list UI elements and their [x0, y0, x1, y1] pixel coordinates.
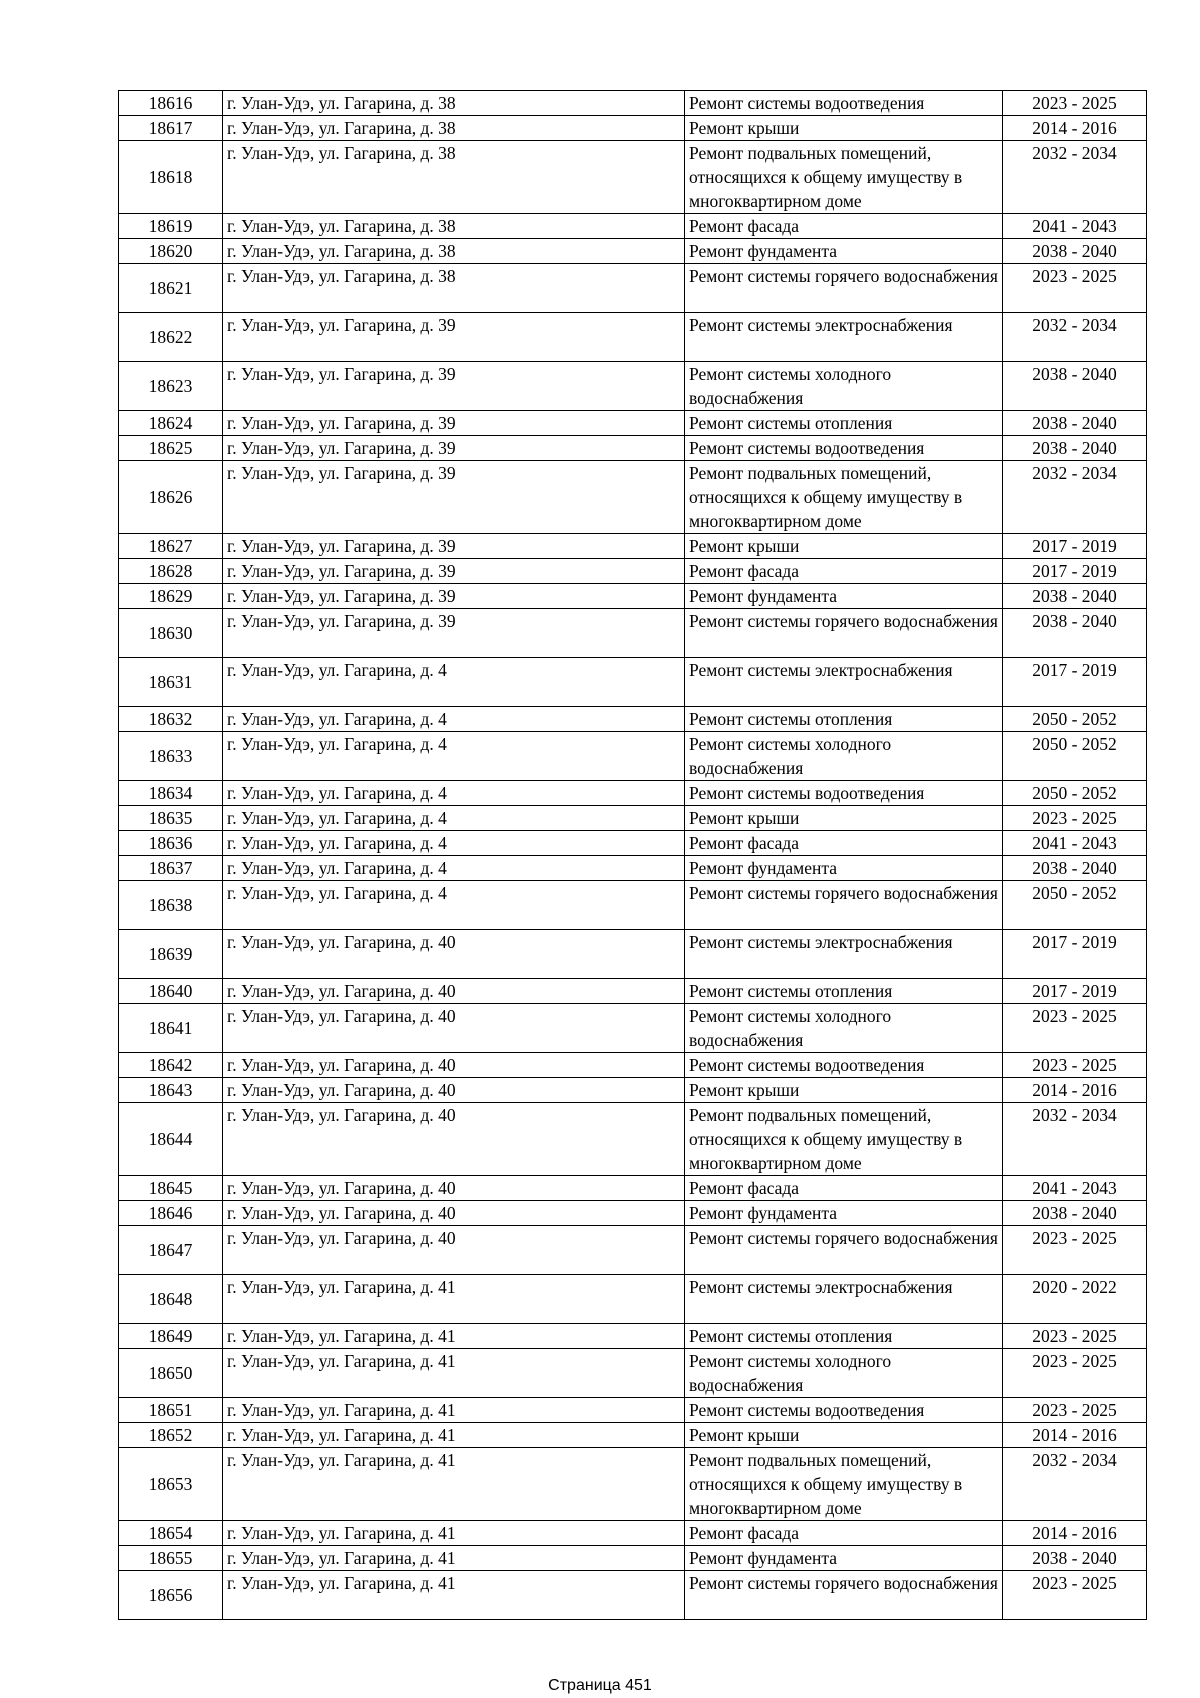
address-cell: г. Улан-Удэ, ул. Гагарина, д. 40: [223, 1201, 685, 1226]
row-number-cell: 18656: [119, 1571, 223, 1620]
address-cell: г. Улан-Удэ, ул. Гагарина, д. 39: [223, 609, 685, 658]
address-cell: г. Улан-Удэ, ул. Гагарина, д. 40: [223, 1004, 685, 1053]
address-cell: г. Улан-Удэ, ул. Гагарина, д. 41: [223, 1398, 685, 1423]
table-row: [119, 881, 1147, 930]
address-cell: г. Улан-Удэ, ул. Гагарина, д. 41: [223, 1423, 685, 1448]
address-cell: г. Улан-Удэ, ул. Гагарина, д. 41: [223, 1521, 685, 1546]
period-cell: 2038 - 2040: [1003, 411, 1147, 436]
row-number-cell: 18651: [119, 1398, 223, 1423]
address-cell: г. Улан-Удэ, ул. Гагарина, д. 39: [223, 584, 685, 609]
period-cell: 2017 - 2019: [1003, 658, 1147, 707]
work-type-cell: Ремонт крыши: [685, 1078, 1003, 1103]
row-number-cell: 18622: [119, 313, 223, 362]
work-type-cell: Ремонт крыши: [685, 534, 1003, 559]
table-row: [119, 1103, 1147, 1176]
period-cell: 2020 - 2022: [1003, 1275, 1147, 1324]
work-type-cell: Ремонт системы горячего водоснабжения: [685, 609, 1003, 658]
row-number-cell: 18621: [119, 264, 223, 313]
period-cell: 2038 - 2040: [1003, 1201, 1147, 1226]
period-cell: 2032 - 2034: [1003, 141, 1147, 214]
row-number-cell: 18653: [119, 1448, 223, 1521]
table-row: [119, 806, 1147, 831]
work-type-cell: Ремонт системы водоотведения: [685, 1398, 1003, 1423]
work-type-cell: Ремонт фасада: [685, 214, 1003, 239]
address-cell: г. Улан-Удэ, ул. Гагарина, д. 38: [223, 141, 685, 214]
table-row: [119, 239, 1147, 264]
address-cell: г. Улан-Удэ, ул. Гагарина, д. 38: [223, 91, 685, 116]
row-number-cell: 18630: [119, 609, 223, 658]
work-type-cell: Ремонт системы горячего водоснабжения: [685, 881, 1003, 930]
period-cell: 2041 - 2043: [1003, 214, 1147, 239]
work-type-cell: Ремонт крыши: [685, 116, 1003, 141]
address-cell: г. Улан-Удэ, ул. Гагарина, д. 39: [223, 461, 685, 534]
work-type-cell: Ремонт системы холодного водоснабжения: [685, 362, 1003, 411]
period-cell: 2023 - 2025: [1003, 1053, 1147, 1078]
row-number-cell: 18619: [119, 214, 223, 239]
row-number-cell: 18638: [119, 881, 223, 930]
address-cell: г. Улан-Удэ, ул. Гагарина, д. 39: [223, 313, 685, 362]
address-cell: г. Улан-Удэ, ул. Гагарина, д. 4: [223, 881, 685, 930]
row-number-cell: 18618: [119, 141, 223, 214]
row-number-cell: 18627: [119, 534, 223, 559]
row-number-cell: 18632: [119, 707, 223, 732]
table-row: [119, 1176, 1147, 1201]
work-type-cell: Ремонт системы отопления: [685, 707, 1003, 732]
table-row: [119, 856, 1147, 881]
table-row: [119, 411, 1147, 436]
work-type-cell: Ремонт системы холодного водоснабжения: [685, 1004, 1003, 1053]
period-cell: 2032 - 2034: [1003, 313, 1147, 362]
work-type-cell: Ремонт системы водоотведения: [685, 436, 1003, 461]
table-row: [119, 116, 1147, 141]
row-number-cell: 18643: [119, 1078, 223, 1103]
work-type-cell: Ремонт системы электроснабжения: [685, 1275, 1003, 1324]
period-cell: 2017 - 2019: [1003, 559, 1147, 584]
table-row: [119, 1398, 1147, 1423]
address-cell: г. Улан-Удэ, ул. Гагарина, д. 39: [223, 411, 685, 436]
table-row: [119, 91, 1147, 116]
row-number-cell: 18639: [119, 930, 223, 979]
work-type-cell: Ремонт системы холодного водоснабжения: [685, 1349, 1003, 1398]
row-number-cell: 18631: [119, 658, 223, 707]
work-type-cell: Ремонт системы электроснабжения: [685, 658, 1003, 707]
work-type-cell: Ремонт фундамента: [685, 856, 1003, 881]
row-number-cell: 18629: [119, 584, 223, 609]
table-row: [119, 141, 1147, 214]
table-row: [119, 1571, 1147, 1620]
period-cell: 2023 - 2025: [1003, 1571, 1147, 1620]
row-number-cell: 18624: [119, 411, 223, 436]
period-cell: 2038 - 2040: [1003, 609, 1147, 658]
row-number-cell: 18644: [119, 1103, 223, 1176]
work-type-cell: Ремонт фундамента: [685, 1546, 1003, 1571]
work-type-cell: Ремонт системы водоотведения: [685, 781, 1003, 806]
address-cell: г. Улан-Удэ, ул. Гагарина, д. 41: [223, 1324, 685, 1349]
work-type-cell: Ремонт фундамента: [685, 1201, 1003, 1226]
period-cell: 2023 - 2025: [1003, 1349, 1147, 1398]
work-type-cell: Ремонт системы водоотведения: [685, 91, 1003, 116]
period-cell: 2038 - 2040: [1003, 436, 1147, 461]
work-type-cell: Ремонт системы водоотведения: [685, 1053, 1003, 1078]
period-cell: 2017 - 2019: [1003, 930, 1147, 979]
row-number-cell: 18623: [119, 362, 223, 411]
row-number-cell: 18642: [119, 1053, 223, 1078]
address-cell: г. Улан-Удэ, ул. Гагарина, д. 40: [223, 1103, 685, 1176]
table-row: [119, 781, 1147, 806]
table-row: [119, 732, 1147, 781]
table-row: [119, 1226, 1147, 1275]
table-row: [119, 313, 1147, 362]
table-row: [119, 1546, 1147, 1571]
row-number-cell: 18616: [119, 91, 223, 116]
period-cell: 2041 - 2043: [1003, 1176, 1147, 1201]
period-cell: 2038 - 2040: [1003, 1546, 1147, 1571]
table-row: [119, 1201, 1147, 1226]
work-type-cell: Ремонт фасада: [685, 831, 1003, 856]
period-cell: 2014 - 2016: [1003, 1521, 1147, 1546]
address-cell: г. Улан-Удэ, ул. Гагарина, д. 41: [223, 1448, 685, 1521]
row-number-cell: 18634: [119, 781, 223, 806]
work-type-cell: Ремонт системы отопления: [685, 411, 1003, 436]
work-type-cell: Ремонт подвальных помещений, относящихся к общему имуществу в многоквартирном доме: [685, 141, 1003, 214]
period-cell: 2023 - 2025: [1003, 1226, 1147, 1275]
period-cell: 2032 - 2034: [1003, 461, 1147, 534]
row-number-cell: 18635: [119, 806, 223, 831]
address-cell: г. Улан-Удэ, ул. Гагарина, д. 40: [223, 1176, 685, 1201]
period-cell: 2038 - 2040: [1003, 856, 1147, 881]
row-number-cell: 18641: [119, 1004, 223, 1053]
row-number-cell: 18650: [119, 1349, 223, 1398]
period-cell: 2050 - 2052: [1003, 781, 1147, 806]
table-row: [119, 534, 1147, 559]
page-number: Страница 451: [548, 1677, 652, 1694]
work-type-cell: Ремонт системы горячего водоснабжения: [685, 1571, 1003, 1620]
table-row: [119, 1349, 1147, 1398]
period-cell: 2041 - 2043: [1003, 831, 1147, 856]
address-cell: г. Улан-Удэ, ул. Гагарина, д. 40: [223, 979, 685, 1004]
work-type-cell: Ремонт системы отопления: [685, 1324, 1003, 1349]
address-cell: г. Улан-Удэ, ул. Гагарина, д. 41: [223, 1546, 685, 1571]
period-cell: 2050 - 2052: [1003, 732, 1147, 781]
work-type-cell: Ремонт системы электроснабжения: [685, 313, 1003, 362]
row-number-cell: 18628: [119, 559, 223, 584]
repair-schedule-table: [118, 90, 1147, 1620]
work-type-cell: Ремонт крыши: [685, 1423, 1003, 1448]
table-row: [119, 1053, 1147, 1078]
period-cell: 2023 - 2025: [1003, 1324, 1147, 1349]
row-number-cell: 18626: [119, 461, 223, 534]
table-body: [119, 91, 1147, 1620]
period-cell: 2017 - 2019: [1003, 534, 1147, 559]
address-cell: г. Улан-Удэ, ул. Гагарина, д. 38: [223, 116, 685, 141]
address-cell: г. Улан-Удэ, ул. Гагарина, д. 41: [223, 1275, 685, 1324]
period-cell: 2032 - 2034: [1003, 1103, 1147, 1176]
period-cell: 2050 - 2052: [1003, 881, 1147, 930]
work-type-cell: Ремонт подвальных помещений, относящихся к общему имуществу в многоквартирном доме: [685, 1448, 1003, 1521]
table-row: [119, 1275, 1147, 1324]
work-type-cell: Ремонт системы горячего водоснабжения: [685, 264, 1003, 313]
address-cell: г. Улан-Удэ, ул. Гагарина, д. 4: [223, 707, 685, 732]
table-row: [119, 559, 1147, 584]
address-cell: г. Улан-Удэ, ул. Гагарина, д. 38: [223, 214, 685, 239]
table-row: [119, 831, 1147, 856]
work-type-cell: Ремонт фундамента: [685, 239, 1003, 264]
address-cell: г. Улан-Удэ, ул. Гагарина, д. 40: [223, 1053, 685, 1078]
table-row: [119, 1004, 1147, 1053]
work-type-cell: Ремонт системы горячего водоснабжения: [685, 1226, 1003, 1275]
row-number-cell: 18636: [119, 831, 223, 856]
period-cell: 2050 - 2052: [1003, 707, 1147, 732]
address-cell: г. Улан-Удэ, ул. Гагарина, д. 41: [223, 1571, 685, 1620]
table-row: [119, 362, 1147, 411]
work-type-cell: Ремонт фундамента: [685, 584, 1003, 609]
row-number-cell: 18645: [119, 1176, 223, 1201]
period-cell: 2014 - 2016: [1003, 1423, 1147, 1448]
period-cell: 2023 - 2025: [1003, 1004, 1147, 1053]
row-number-cell: 18654: [119, 1521, 223, 1546]
table-row: [119, 1448, 1147, 1521]
row-number-cell: 18647: [119, 1226, 223, 1275]
address-cell: г. Улан-Удэ, ул. Гагарина, д. 39: [223, 362, 685, 411]
address-cell: г. Улан-Удэ, ул. Гагарина, д. 38: [223, 264, 685, 313]
address-cell: г. Улан-Удэ, ул. Гагарина, д. 4: [223, 806, 685, 831]
table-row: [119, 584, 1147, 609]
table-row: [119, 1078, 1147, 1103]
work-type-cell: Ремонт крыши: [685, 806, 1003, 831]
table-row: [119, 1324, 1147, 1349]
work-type-cell: Ремонт фасада: [685, 1521, 1003, 1546]
row-number-cell: 18649: [119, 1324, 223, 1349]
table-row: [119, 930, 1147, 979]
period-cell: 2014 - 2016: [1003, 1078, 1147, 1103]
address-cell: г. Улан-Удэ, ул. Гагарина, д. 40: [223, 930, 685, 979]
table-row: [119, 436, 1147, 461]
period-cell: 2038 - 2040: [1003, 584, 1147, 609]
row-number-cell: 18637: [119, 856, 223, 881]
period-cell: 2023 - 2025: [1003, 91, 1147, 116]
row-number-cell: 18652: [119, 1423, 223, 1448]
work-type-cell: Ремонт системы электроснабжения: [685, 930, 1003, 979]
address-cell: г. Улан-Удэ, ул. Гагарина, д. 4: [223, 831, 685, 856]
row-number-cell: 18625: [119, 436, 223, 461]
table-row: [119, 1521, 1147, 1546]
address-cell: г. Улан-Удэ, ул. Гагарина, д. 39: [223, 534, 685, 559]
table-row: [119, 214, 1147, 239]
table-row: [119, 461, 1147, 534]
row-number-cell: 18655: [119, 1546, 223, 1571]
table-row: [119, 707, 1147, 732]
address-cell: г. Улан-Удэ, ул. Гагарина, д. 4: [223, 781, 685, 806]
table-row: [119, 264, 1147, 313]
period-cell: 2023 - 2025: [1003, 264, 1147, 313]
work-type-cell: Ремонт фасада: [685, 559, 1003, 584]
table-row: [119, 1423, 1147, 1448]
period-cell: 2038 - 2040: [1003, 362, 1147, 411]
row-number-cell: 18648: [119, 1275, 223, 1324]
row-number-cell: 18617: [119, 116, 223, 141]
period-cell: 2023 - 2025: [1003, 1398, 1147, 1423]
work-type-cell: Ремонт системы отопления: [685, 979, 1003, 1004]
address-cell: г. Улан-Удэ, ул. Гагарина, д. 39: [223, 559, 685, 584]
period-cell: 2038 - 2040: [1003, 239, 1147, 264]
period-cell: 2017 - 2019: [1003, 979, 1147, 1004]
address-cell: г. Улан-Удэ, ул. Гагарина, д. 40: [223, 1226, 685, 1275]
address-cell: г. Улан-Удэ, ул. Гагарина, д. 4: [223, 732, 685, 781]
address-cell: г. Улан-Удэ, ул. Гагарина, д. 4: [223, 658, 685, 707]
address-cell: г. Улан-Удэ, ул. Гагарина, д. 41: [223, 1349, 685, 1398]
work-type-cell: Ремонт подвальных помещений, относящихся к общему имуществу в многоквартирном доме: [685, 461, 1003, 534]
address-cell: г. Улан-Удэ, ул. Гагарина, д. 39: [223, 436, 685, 461]
work-type-cell: Ремонт подвальных помещений, относящихся к общему имуществу в многоквартирном доме: [685, 1103, 1003, 1176]
period-cell: 2014 - 2016: [1003, 116, 1147, 141]
row-number-cell: 18620: [119, 239, 223, 264]
table-row: [119, 979, 1147, 1004]
address-cell: г. Улан-Удэ, ул. Гагарина, д. 38: [223, 239, 685, 264]
address-cell: г. Улан-Удэ, ул. Гагарина, д. 4: [223, 856, 685, 881]
row-number-cell: 18640: [119, 979, 223, 1004]
table-row: [119, 658, 1147, 707]
table-row: [119, 609, 1147, 658]
row-number-cell: 18646: [119, 1201, 223, 1226]
work-type-cell: Ремонт фасада: [685, 1176, 1003, 1201]
period-cell: 2032 - 2034: [1003, 1448, 1147, 1521]
period-cell: 2023 - 2025: [1003, 806, 1147, 831]
address-cell: г. Улан-Удэ, ул. Гагарина, д. 40: [223, 1078, 685, 1103]
row-number-cell: 18633: [119, 732, 223, 781]
work-type-cell: Ремонт системы холодного водоснабжения: [685, 732, 1003, 781]
